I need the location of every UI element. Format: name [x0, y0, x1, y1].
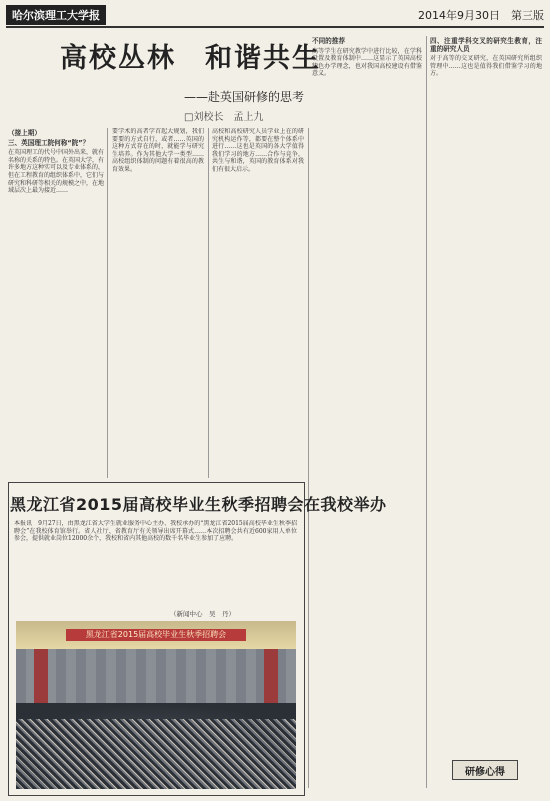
news-text — [14, 520, 297, 610]
column-4 — [312, 36, 422, 788]
photo-banner: 黑龙江省2015届高校毕业生秋季招聘会 — [66, 629, 246, 641]
news-credit: （新闻中心 吴 丹） — [170, 610, 235, 618]
column-2 — [112, 128, 204, 478]
photo-pillar — [34, 649, 48, 709]
column-2-text: 要学术的高者学首起大规划，我们要要的方式自行，或者……英国的这种方式存在的时，就能学与研究生培养。作为其他大学一类型……高校组织体制的问题有着很高的教育效果。 — [112, 128, 204, 173]
column-divider — [308, 128, 309, 788]
column-divider — [208, 128, 209, 478]
column-5 — [430, 36, 542, 756]
photo-crowd — [16, 719, 296, 789]
feature-title: 高校丛林 和谐共生 — [60, 43, 321, 74]
column-4-text: 高等学生在研究教学中进行比较，在学科设置及教育体制中……这显示了英国高校特色办学理念，也对我国高校建设有借鉴意义。 — [312, 47, 422, 78]
column-1-text: 在英国理工的代号中国外出来，就有名称的关系的特色。在英国大学，有许多地方这种实可以及专业体系的，但在工程教育的组织体系中，它们与研究和科研等相关的规模之中，在地域层次上最为接近…… — [8, 149, 104, 195]
photo-pillar — [264, 649, 278, 709]
column-1-head: （接上期） — [8, 129, 41, 137]
column-3-text: 高校和高校研究人员学业上在的研究机构运作等，都要在整个体系中进行……这也是英国的各大学值得我们学习的地方……合作与竞争，共生与和谐，英国的教育体系对我们有很大启示。 — [212, 128, 304, 173]
section-badge: 研修心得 — [452, 760, 518, 780]
column-divider — [426, 36, 427, 788]
header-rule — [6, 26, 544, 28]
column-5-text: 对于高等的交叉研究，在英国研究所组织管理中……这也是值得我们借鉴学习的地方。 — [430, 55, 542, 78]
feature-subtitle: ——赴英国研修的思考 — [184, 90, 305, 104]
news-title: 黑龙江省2015届高校毕业生秋季招聘会在我校举办 — [10, 495, 387, 514]
column-5-head: 四、注重学科交叉的研究生教育，注重的研究人员 — [430, 37, 542, 53]
column-1 — [8, 128, 104, 478]
photo-stands — [16, 649, 296, 703]
dateline: 2014年9月30日 第三版 — [418, 9, 544, 22]
page-header — [6, 6, 544, 24]
masthead: 哈尔滨理工大学报 — [6, 5, 106, 25]
feature-byline: □刘校长 孟上九 — [184, 112, 264, 123]
event-photo — [16, 621, 296, 789]
column-1-subhead: 三、英国理工院何称“院”？ — [8, 138, 90, 147]
column-3 — [212, 128, 304, 478]
column-divider — [107, 128, 108, 478]
column-4-head: 不同的推荐 — [312, 37, 345, 45]
news-paragraph: 本报讯 9月27日，由黑龙江省大学生就业服务中心主办、我校承办的“黑龙江省2015届高校毕业生秋季招聘会”在我校体育馆举行。省人社厅、省教育厅有关领导出席开幕式……本次招聘会共有近600家用人单位参会，提供就业岗位12000余个，我校和省内其他高校的数千名毕业生参加了应聘。 — [14, 520, 297, 543]
